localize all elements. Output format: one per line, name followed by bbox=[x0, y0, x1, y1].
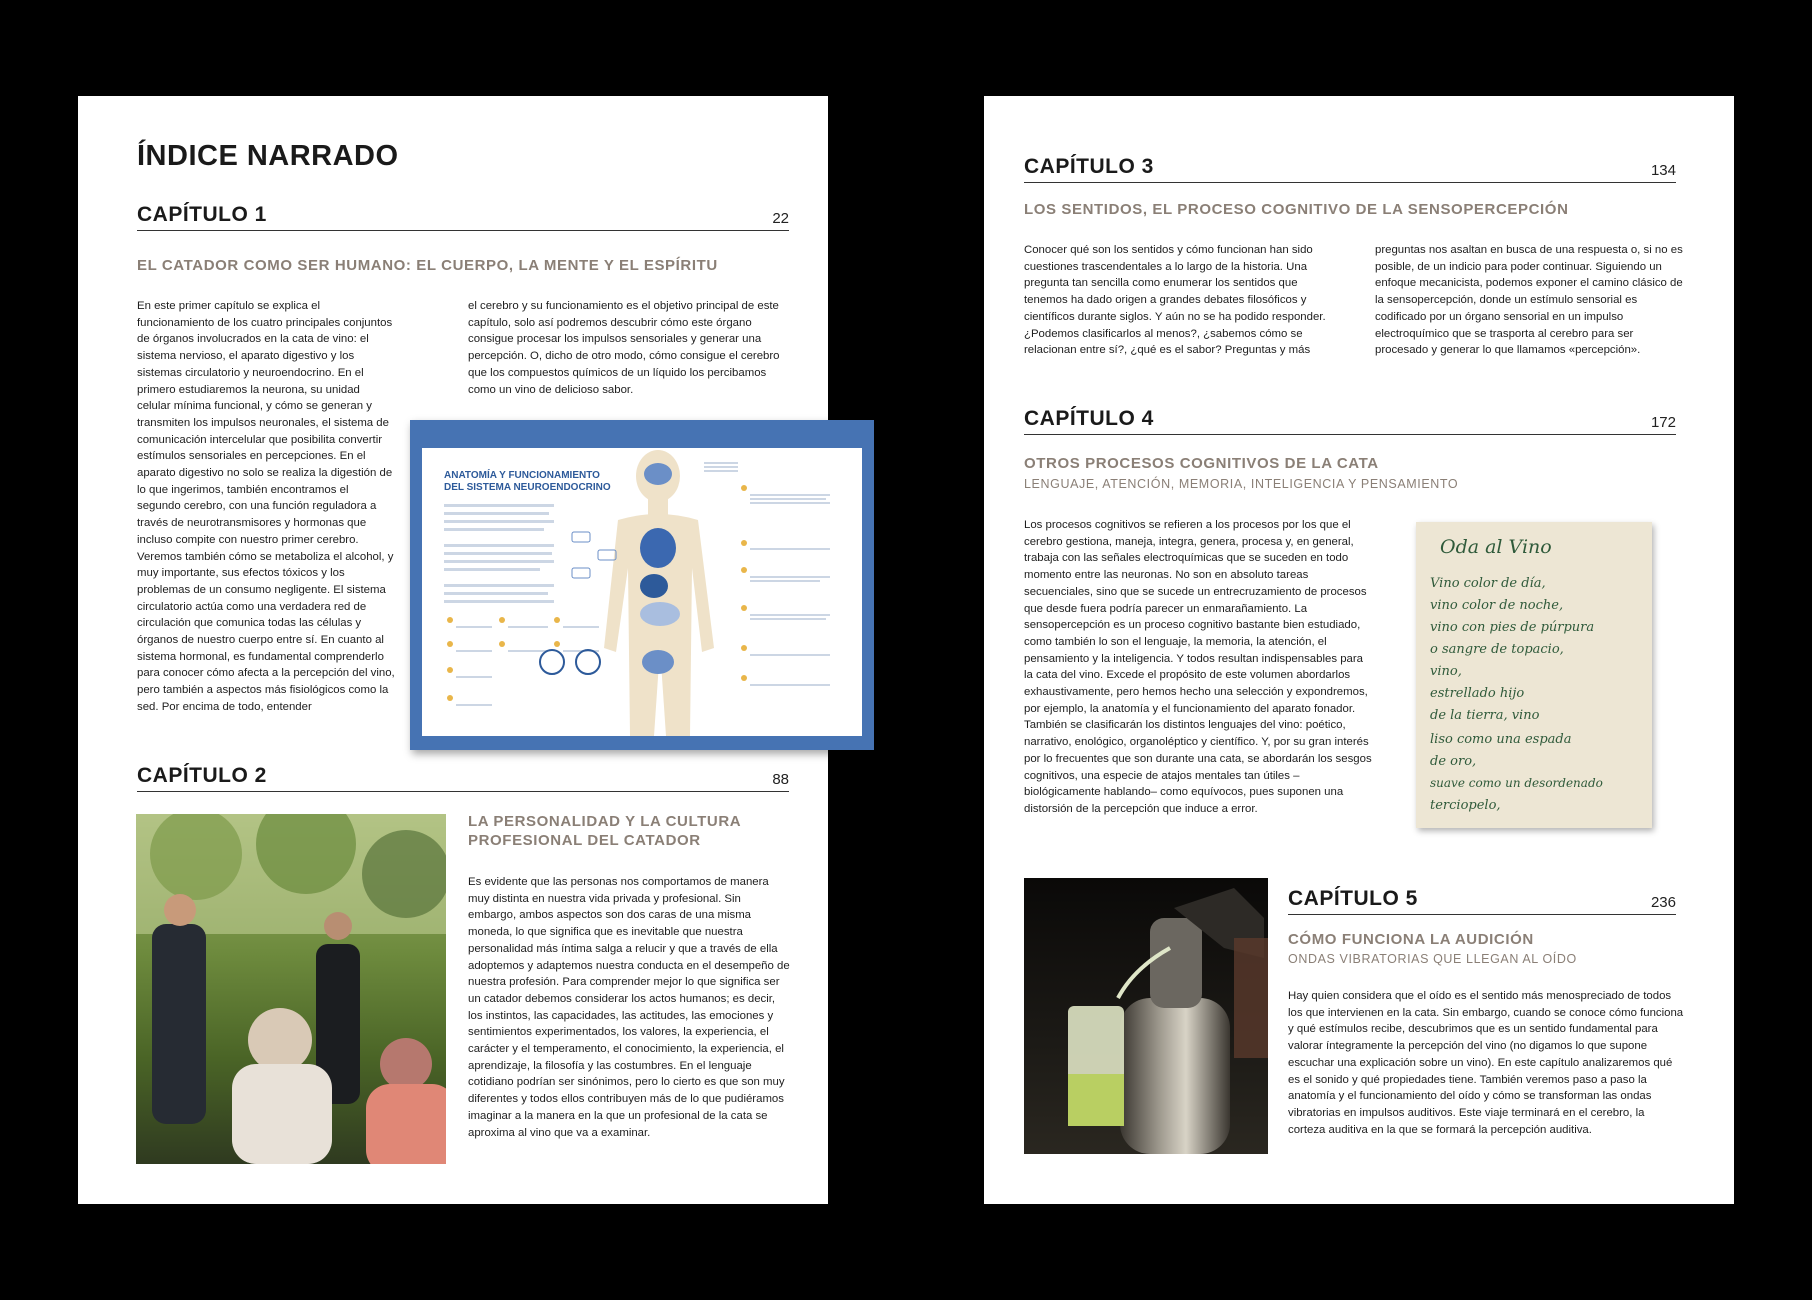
poem-line-11: suave como un desordenado bbox=[1430, 776, 1603, 790]
poem-line-1: Oda al Vino bbox=[1440, 536, 1552, 558]
right-page bbox=[984, 96, 1734, 1204]
poem-line-5: o sangre de topacio, bbox=[1430, 642, 1564, 657]
poem-line-2: Vino color de día, bbox=[1430, 576, 1546, 591]
chapter-2-subtitle bbox=[468, 812, 788, 850]
chapter-4-text: Los procesos cognitivos se refieren a los procesos por los que el cerebro gestiona, maneja, integra, genera, procesa y, en general, trabaja con las señales electroquímicas que se suceden en todo momento entre las neuronas. No son en absoluto tareas secuenciales, sino que se sucede un entrecruzamiento de procesos que desde fuera podría parecer un enmarañamiento. La sensopercepción es un proceso cognitivo bastante bien estudiado, como también lo son el lenguaje, la memoria, la atención, el pensamiento y la inteligencia. Y todos resultan indispensables para la cata del vino. Excede el propósito de este volumen abordarlos exhaustivamente, pero hemos hecho una selección y expondremos, por ejemplo, la anatomía y el funcionamiento del aparato fonador. También se clasificarán los distintos lenguajes del vino: poético, narrativo, enológico, organoléptico y científico. Y, por su gran interés por lo frecuentes que son durante una cata, se abordarán los sesgos cognitivos, una especie de atajos mentales tan útiles –biológicamente hablando– como equívocos, pues suponen una distorsión de la percepción que induce a error. bbox=[1024, 519, 1372, 815]
infographic-header-bar bbox=[410, 420, 874, 436]
tasters-outdoor-photo bbox=[136, 814, 446, 1164]
siphon-glass-photo bbox=[1024, 878, 1268, 1154]
chapter-2-subtitle-line-2: PROFESIONAL DEL CATADOR bbox=[468, 832, 701, 849]
chapter-5-subtitle: CÓMO FUNCIONA LA AUDICIÓN bbox=[1288, 931, 1534, 948]
poem-line-9: liso como una espada bbox=[1430, 732, 1572, 747]
tasters-photo-illustration bbox=[136, 814, 446, 1164]
chapter-4-header bbox=[1024, 404, 1676, 435]
poem-line-8: de la tierra, vino bbox=[1430, 708, 1540, 723]
chapter-1-text-a: En este primer capítulo se explica el funcionamiento de los cuatro principales conjuntos de órganos involucrados en la cata de vino: el sistema nervioso, el aparato digestivo y los sistemas circulatorio y neuroendocrino. En el primero estudiaremos la neurona, su unidad celular mínima funcional, y cómo se generan y transmiten los impulsos neuronales, el sistema de comunicación intercelular que posibilita convertir estímulos sensoriales en percepciones. En el aparato digestivo no solo se realiza la digestión de lo que ingerimos, también encontramos el segundo cerebro, con una función reguladora a través de neurotransmisores y hormonas que incluso compite con nuestro primer cerebro. Veremos también cómo se metaboliza el alcohol, y muy importante, sus efectos tóxicos y los problemas de un consumo negligente. El sistema circulatorio actúa como una verdadera red de circulación que comunica todas las células y órganos de nuestro cuerpo entre sí. En cuanto al sistema hormonal, es fundamental comprenderlo para conocer cómo afecta a la percepción del vino, pero también a aspectos más fisiológicos como la sed. Por encima de todo, entender bbox=[137, 300, 395, 713]
siphon-photo-illustration bbox=[1024, 878, 1268, 1154]
chapter-5-page: 236 bbox=[1650, 894, 1676, 911]
chapter-5-title: CAPÍTULO 5 bbox=[1288, 887, 1418, 910]
poem-line-12: terciopelo, bbox=[1430, 798, 1501, 813]
poem-line-10: de oro, bbox=[1430, 754, 1477, 769]
chapter-3-page: 134 bbox=[1650, 162, 1676, 179]
chapter-5-header bbox=[1288, 884, 1676, 915]
chapter-3-text: Conocer qué son los sentidos y cómo funcionan han sido cuestiones trascendentales a lo largo de la historia. Una pregunta tan sencilla como enumerar los sentidos que tenemos ha dado origen a grandes debates filosóficos y científicos durante siglos. Y aún no se ha podido responder. ¿Podemos clasificarlos al menos?, ¿sabemos cómo se relacionan entre sí?, ¿qué es el sabor? Preguntas y más preguntas nos asaltan en busca de una respuesta o, si no es posible, de un indicio para poder continuar. Siguiendo un enfoque mecanicista, podemos exponer el camino clásico de la sensopercepción, donde un estímulo sensorial es codificado por un órgano sensorial en un impulso electroquímico que se trasporta al cerebro para ser procesado y generar lo que llamamos «percepción». bbox=[1024, 244, 1683, 357]
chapter-2-subtitle-line-1: LA PERSONALIDAD Y LA CULTURA bbox=[468, 813, 742, 830]
poem-line-4: vino con pies de púrpura bbox=[1430, 620, 1595, 635]
poem-line-6: vino, bbox=[1430, 664, 1462, 679]
chapter-2-header bbox=[137, 761, 789, 792]
chapter-5-text: Hay quien considera que el oído es el sentido más menospreciado de todos los que intervienen en la cata. Sin embargo, cuando se conoce cómo funciona y qué estímulos recibe, descubrimos que es un sentido fundamental para valorar íntegramente la percepción del vino (no digamos lo que supone escuchar una explicación sobre un vino). En este capítulo analizaremos qué es el sonido y qué propiedades tiene. También veremos paso a paso la anatomía y el funcionamiento del oído y cómo se transforman las ondas vibratorias en impulsos auditivos. Este viaje terminará en el cerebro, la corteza auditiva en la que se formará la percepción auditiva. bbox=[1288, 990, 1684, 1136]
chapter-4-subtitle: OTROS PROCESOS COGNITIVOS DE LA CATA bbox=[1024, 455, 1379, 472]
neuroendocrine-infographic bbox=[410, 420, 874, 750]
infographic-spread bbox=[422, 448, 862, 736]
chapter-3-title: CAPÍTULO 3 bbox=[1024, 155, 1154, 178]
chapter-4-title: CAPÍTULO 4 bbox=[1024, 407, 1154, 430]
chapter-1-title: CAPÍTULO 1 bbox=[137, 203, 267, 226]
chapter-1-subtitle: EL CATADOR COMO SER HUMANO: EL CUERPO, LA MENTE Y EL ESPÍRITU bbox=[137, 257, 718, 274]
chapter-4-page: 172 bbox=[1650, 414, 1676, 431]
chapter-3-subtitle: LOS SENTIDOS, EL PROCESO COGNITIVO DE LA SENSOPERCEPCIÓN bbox=[1024, 201, 1569, 218]
chapter-5-subtitle-2: ONDAS VIBRATORIAS QUE LLEGAN AL OÍDO bbox=[1288, 952, 1577, 966]
infographic-title-line-2: DEL SISTEMA NEUROENDOCRINO bbox=[444, 482, 611, 493]
infographic-title-line-1: ANATOMÍA Y FUNCIONAMIENTO bbox=[444, 470, 600, 481]
chapter-4-subtitle-2: LENGUAJE, ATENCIÓN, MEMORIA, INTELIGENCIA Y PENSAMIENTO bbox=[1024, 477, 1459, 491]
poem-line-3: vino color de noche, bbox=[1430, 598, 1564, 613]
body-figure-illustration bbox=[422, 448, 862, 736]
chapter-3-header bbox=[1024, 152, 1676, 183]
handwritten-poem-manuscript bbox=[1416, 522, 1652, 828]
chapter-2-title: CAPÍTULO 2 bbox=[137, 764, 267, 787]
chapter-1-text-b: el cerebro y su funcionamiento es el objetivo principal de este capítulo, solo así podremos descubrir cómo este órgano consigue procesar los impulsos sensoriales y generar una percepción. O, dicho de otro modo, cómo consigue el cerebro que los compuestos químicos de un líquido los percibamos como un vino de delicioso sabor. bbox=[468, 300, 780, 396]
chapter-2-text: Es evidente que las personas nos comportamos de manera muy distinta en nuestra vida privada y profesional. Sin embargo, ambos aspectos son dos caras de una misma moneda, lo que significa que es inevitable que nuestra personalidad más íntima salga a relucir y que a través de ella adoptemos y adaptemos nuestra conducta en el desempeño de nuestra profesión. Para comprender mejor lo que significa ser un catador debemos considerar los actos humanos; es decir, los instintos, las capacidades, las actitudes, las emociones y sentimientos experimentados, los valores, la experiencia, el carácter y el temperamento, el conocimiento, la experiencia, el aprendizaje, la filosofía y las costumbres. En el lenguaje cotidiano podrían ser sinónimos, pero lo cierto es que son muy diferentes y todos ellos contribuyen más de lo que pudiéramos imaginar a la manera en la que un profesional de la cata se aproxima al vino que va a examinar. bbox=[468, 876, 790, 1139]
index-title: ÍNDICE NARRADO bbox=[137, 140, 399, 172]
poem-line-7: estrellado hijo bbox=[1430, 686, 1525, 701]
chapter-1-header bbox=[137, 200, 789, 231]
chapter-1-page: 22 bbox=[772, 210, 789, 227]
chapter-2-page: 88 bbox=[772, 771, 789, 788]
left-page bbox=[78, 96, 828, 1204]
